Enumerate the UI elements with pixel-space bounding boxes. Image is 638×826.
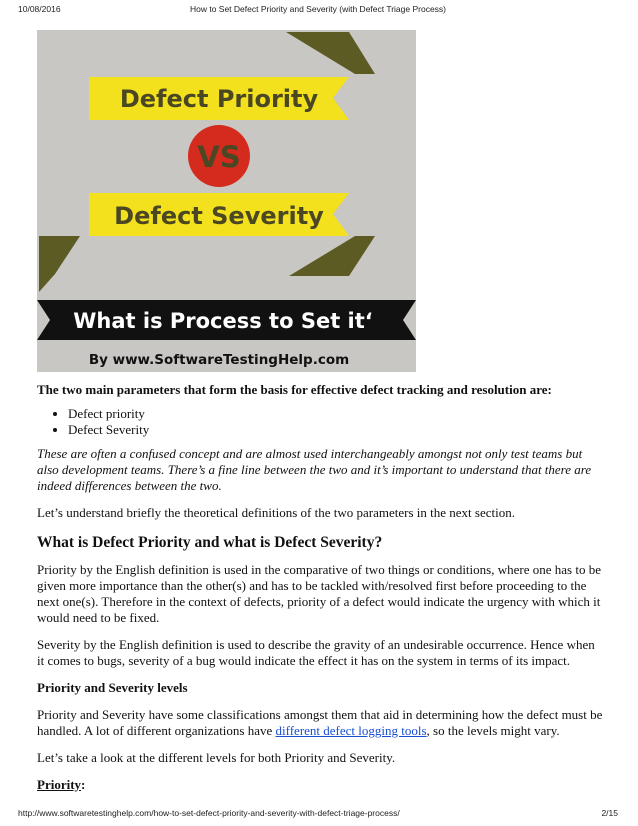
defect-logging-tools-link[interactable]: different defect logging tools <box>275 723 427 738</box>
hero-image <box>37 30 416 372</box>
severity-definition-paragraph: Severity by the English definition is used to describe the gravity of an undesirable occurrence. Hence when it comes to bugs, severity of a bug would indicate the effect it has on the system in terms of its impact. <box>37 637 595 668</box>
byline-text: By www.SoftwareTestingHelp.com <box>88 352 350 368</box>
list-item: • Defect Severity <box>68 422 603 438</box>
lets-look-paragraph: Let’s take a look at the different levels for both Priority and Severity. <box>37 750 396 765</box>
levels-heading: Priority and Severity levels <box>37 680 188 695</box>
process-text: What is Process to Set it‘ <box>73 309 373 333</box>
vs-text: VS <box>197 140 241 174</box>
banner-bottom-text: Defect Severity <box>114 202 324 230</box>
priority-definition-paragraph: Priority by the English definition is used in the comparative of two things or conditions, where one has to be given more importance than the other(s) and has to be tackled with/resolved first before proceeding to the next one(s). Therefore in the context of defects, priority of a defect would indicate the urgency with which it would need to be fixed. <box>37 562 601 625</box>
intro-text: The two main parameters that form the basis for effective defect tracking and resolution are: <box>37 382 552 397</box>
hero-graphic <box>37 30 416 372</box>
page-number: 2/15 <box>601 808 618 818</box>
page-header <box>18 4 618 18</box>
page-footer <box>18 808 618 820</box>
priority-label: Priority <box>37 777 82 792</box>
priority-subheading <box>37 777 603 793</box>
levels-text-after: , so the levels might vary. <box>426 723 560 738</box>
list-item: • Defect priority <box>68 406 603 422</box>
footer-url: http://www.softwaretestinghelp.com/how-to-set-defect-priority-and-severity-with-defect-triage-process/ <box>18 808 400 818</box>
lets-understand-paragraph: Let’s understand briefly the theoretical definitions of the two parameters in the next section. <box>37 505 515 520</box>
header-date: 10/08/2016 <box>18 4 61 14</box>
section-heading: What is Defect Priority and what is Defect Severity? <box>37 534 383 551</box>
article-content <box>37 382 603 793</box>
banner-top-text: Defect Priority <box>119 85 319 113</box>
priority-colon: : <box>81 777 86 792</box>
header-title: How to Set Defect Priority and Severity (with Defect Triage Process) <box>189 4 447 14</box>
parameter-list <box>37 406 603 438</box>
levels-paragraph <box>37 707 603 739</box>
confusion-paragraph: These are often a confused concept and are almost used interchangeably amongst not only test teams but also development teams. There’s a fine line between the two and it’s important to understand that there are indeed differences between the two. <box>37 446 592 493</box>
levels-text-before: Priority and Severity have some classifications amongst them that aid in determining how the defect must be handled. A lot of different organizations have <box>37 707 603 738</box>
